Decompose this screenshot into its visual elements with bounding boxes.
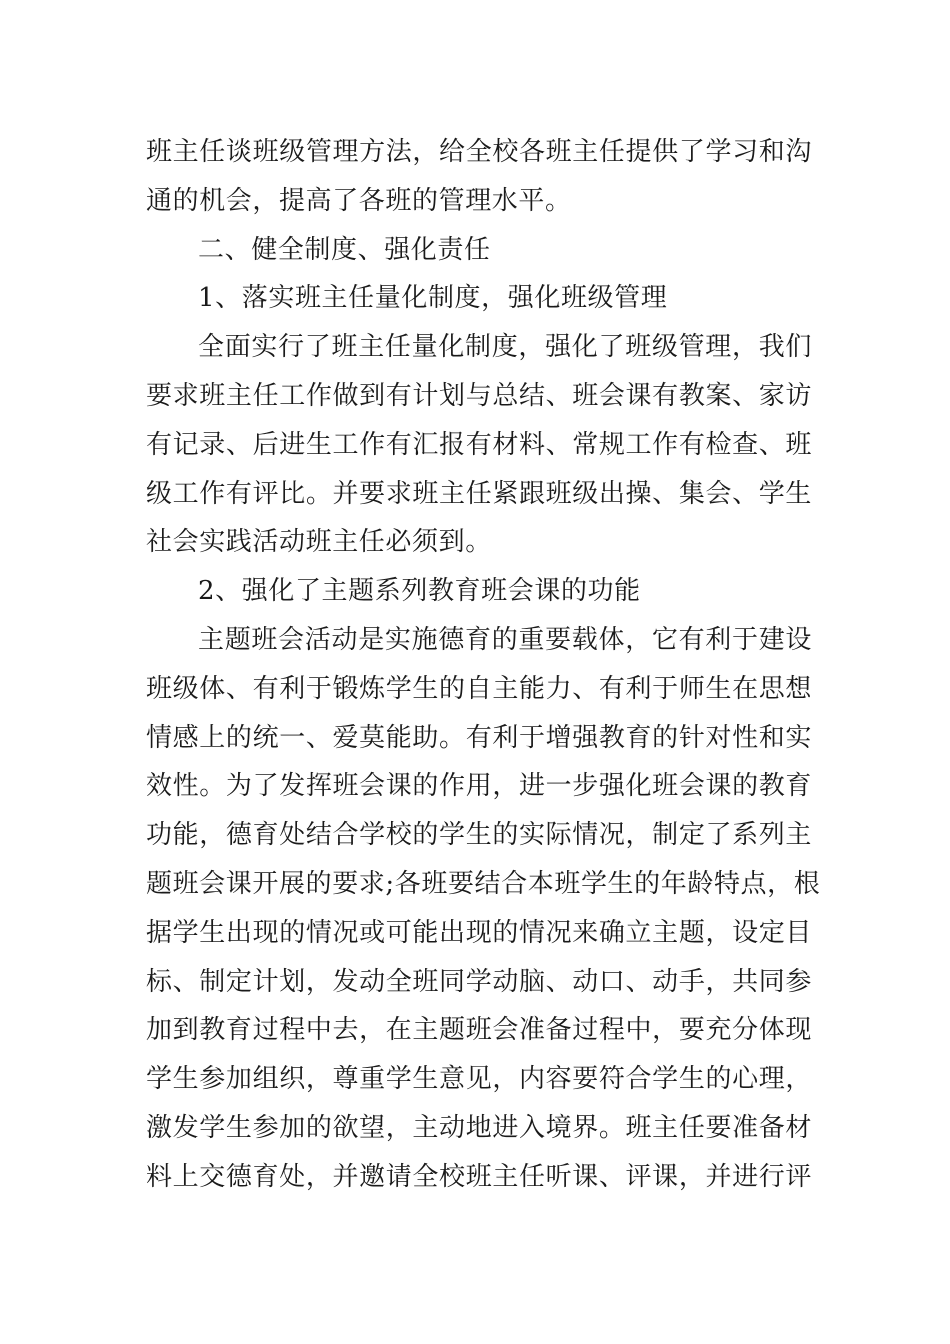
text-line: 班级体、有利于锻炼学生的自主能力、有利于师生在思想	[146, 673, 812, 704]
text-line: 加到教育过程中去，在主题班会准备过程中，要充分体现	[146, 1015, 812, 1046]
subsection-heading: 1、落实班主任量化制度，强化班级管理	[198, 283, 668, 314]
text-line: 学生参加组织，尊重学生意见，内容要符合学生的心理，	[146, 1064, 812, 1095]
text-line: 要求班主任工作做到有计划与总结、班会课有教案、家访	[146, 380, 812, 411]
text-line: 通的机会，提高了各班的管理水平。	[146, 185, 572, 216]
text-line: 全面实行了班主任量化制度，强化了班级管理，我们	[198, 332, 812, 363]
section-heading: 二、健全制度、强化责任	[198, 234, 491, 265]
document-page	[146, 128, 821, 1202]
text-line: 料上交德育处，并邀请全校班主任听课、评课，并进行评	[146, 1161, 812, 1192]
text-line: 效性。为了发挥班会课的作用，进一步强化班会课的教育	[146, 771, 812, 802]
text-line: 有记录、后进生工作有汇报有材料、常规工作有检查、班	[146, 429, 812, 460]
text-line: 班主任谈班级管理方法，给全校各班主任提供了学习和沟	[146, 137, 812, 167]
text-line: 社会实践活动班主任必须到。	[146, 527, 492, 558]
text-line: 情感上的统一、爱莫能助。有利于增强教育的针对性和实	[146, 722, 812, 753]
text-line: 题班会课开展的要求;各班要结合本班学生的年龄特点，根	[146, 868, 821, 899]
subsection-heading: 2、强化了主题系列教育班会课的功能	[198, 576, 641, 607]
text-line: 主题班会活动是实施德育的重要载体，它有利于建设	[198, 624, 812, 655]
text-line: 标、制定计划，发动全班同学动脑、动口、动手，共同参	[146, 966, 812, 997]
text-line: 据学生出现的情况或可能出现的情况来确立主题，设定目	[146, 917, 812, 948]
text-line: 级工作有评比。并要求班主任紧跟班级出操、集会、学生	[146, 478, 812, 509]
text-line: 功能，德育处结合学校的学生的实际情况，制定了系列主	[146, 820, 812, 851]
text-line: 激发学生参加的欲望，主动地进入境界。班主任要准备材	[146, 1112, 812, 1143]
